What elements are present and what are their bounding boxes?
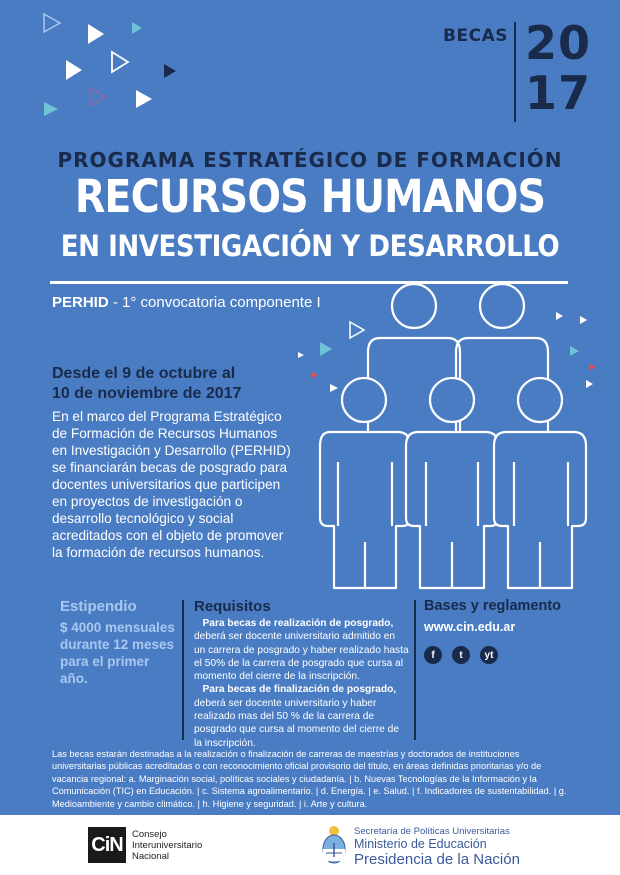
date-line-1: Desde el 9 de octubre al [52,365,236,382]
requisito-rest: deberá ser docente universitario admitido en un carrera de posgrado y haber realizado hasta el 50% de la carrera de posgrado que cursa al momento del cierre de la inscripción. [194,631,409,683]
desc-line: desarrollo tecnológico y social [52,511,234,526]
desc-line: En el marco del Programa Estratégico [52,409,282,424]
cin-logo: CiN [88,827,126,863]
date-range [52,364,302,404]
sub-title: EN INVESTIGACIÓN Y DESARROLLO [60,229,560,263]
ministry-line: Secretaría de Políticas Universitarias [354,826,510,837]
column-divider [182,600,184,740]
requisito-paragraph [194,617,409,683]
becas-divider [514,22,516,122]
ministry-text [354,826,520,868]
youtube-icon[interactable]: yt [480,646,498,664]
desc-line: docentes universitarios que participen [52,477,281,492]
desc-line: de Formación de Recursos Humanos [52,426,278,441]
facebook-icon[interactable]: f [424,646,442,664]
cin-line: Interuniversitario [132,840,203,851]
desc-line: en proyectos de investigación o [52,494,243,509]
description [52,408,317,561]
ministry-line: Presidencia de la Nación [354,851,520,868]
cin-line: Consejo [132,829,167,840]
requisitos-title: Requisitos [194,598,271,615]
social-links [424,646,594,664]
estipendio-section [60,598,180,687]
desc-line: se financiarán becas de posgrado para [52,460,288,475]
becas-label: BECAS [443,26,508,46]
year-bottom: 17 [524,66,591,120]
desc-line: la formación de recursos humanos. [52,545,265,560]
call-subtitle [52,294,321,311]
people-group-icon [300,282,600,592]
requisitos-section [194,598,409,750]
requisito-rest: deberá ser docente universitario y haber realizado mas del 50 % de la carrera de posgrado que cursa al momento del cierre de la inscripción. [194,697,399,749]
desc-line: acreditados con el objeto de promover [52,528,284,543]
becas-year [520,18,596,118]
program-title: PROGRAMA ESTRATÉGICO DE FORMACIÓN [57,148,563,172]
cin-name [132,829,202,862]
argentina-shield-icon [320,825,348,865]
year-top: 20 [524,16,591,70]
estipendio-line: $ 4000 mensuales [60,620,175,635]
date-line-2: 10 de noviembre de 2017 [52,385,242,402]
desc-line: en Investigación y Desarrollo (PERHID) [52,443,291,458]
column-divider [414,600,416,740]
call-rest: - 1° convocatoria componente I [108,294,321,311]
requisito-bold: Para becas de finalización de posgrado, [202,684,397,696]
bases-section [424,598,594,664]
becas-year-block [430,16,600,122]
call-acronym: PERHID [52,294,109,311]
estipendio-line: durante 12 meses [60,637,175,652]
main-title: RECURSOS HUMANOS [74,170,546,223]
cin-line: Nacional [132,851,169,862]
bases-url-link[interactable]: www.cin.edu.ar [424,620,516,634]
bases-title: Bases y reglamento [424,598,562,614]
footer [0,815,620,875]
footnote: Las becas estarán destinadas a la realización o finalización de carreras de maestrías y doctorados de instituciones universitarias públicas acreditadas o con reconocimiento oficial provisorio del título, en áreas definidas prioritarias y/o de vacancia regional: a. Marginación social, políticas sociales y ciudadanía. | b. Nuevas Tecnologías de la Información y la Comunicación (TIC) en Educación. | c. Sistema agroalimentario. | d. Energía. | e. Salud. | f. Indicadores de sustentabilidad. | g. Medioambiente y cambio climático. | h. Higiene y seguridad. | i. Arte y cultura. [52,749,567,809]
requisito-bold: Para becas de realización de posgrado, [202,618,394,629]
ministry-line: Ministerio de Educación [354,837,487,851]
estipendio-line: para el primer año. [60,654,150,686]
twitter-icon[interactable]: t [452,646,470,664]
requisito-paragraph [194,683,409,749]
estipendio-title: Estipendio [60,598,137,615]
